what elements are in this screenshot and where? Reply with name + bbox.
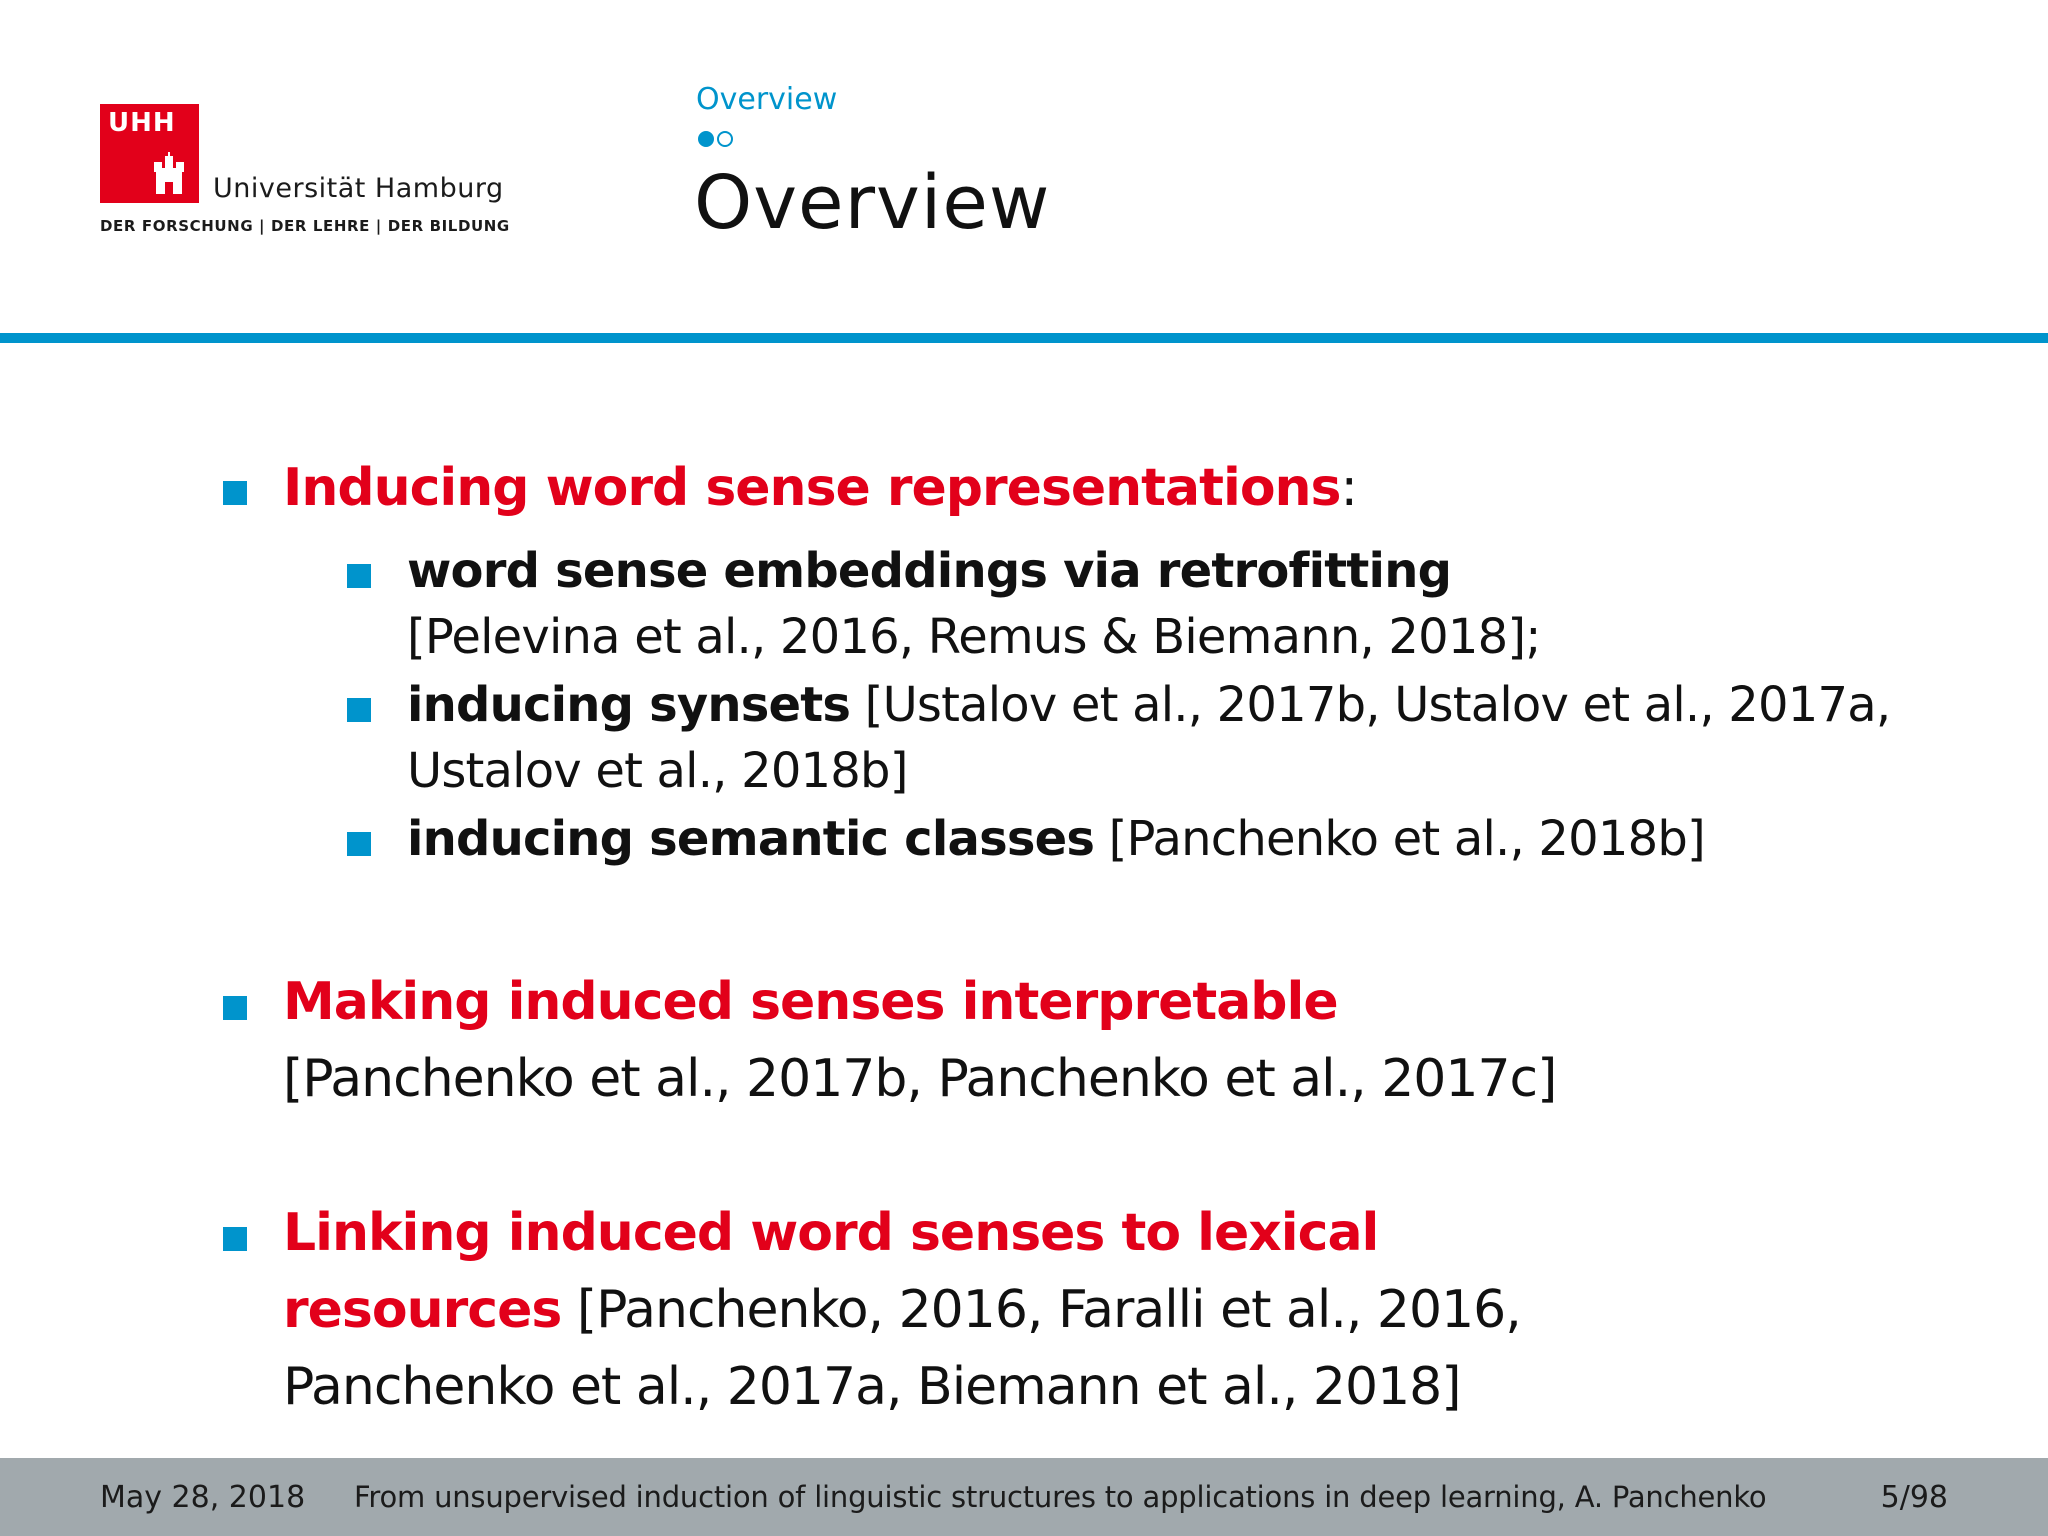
slide-footer	[0, 1458, 2048, 1536]
footer-page-number: 5/98	[1880, 1480, 1948, 1515]
subitem-2-citations: [Ustalov et al., 2017b, Ustalov et al., 2017a,	[850, 677, 1891, 733]
subitem-1-bold: word sense embeddings via retrofitting	[407, 543, 1452, 599]
subitem-2-line2: Ustalov et al., 2018b]	[407, 743, 908, 799]
item-3-line2	[283, 1280, 1521, 1340]
item-1-heading-text: Inducing word sense representations	[283, 458, 1341, 518]
logo-uhh-text: UHH	[108, 108, 176, 138]
logo-mark	[100, 104, 199, 203]
page-title: Overview	[694, 160, 1051, 246]
bullet-square	[223, 481, 247, 505]
item-2-heading	[283, 972, 1338, 1032]
item-3-citations-1: [Panchenko, 2016, Faralli et al., 2016,	[561, 1280, 1521, 1340]
progress-dots	[698, 128, 736, 148]
footer-title: From unsupervised induction of linguistic structures to applications in deep learning, A. Panchenko	[354, 1480, 1767, 1514]
item-3-heading-text-2: resources	[283, 1280, 562, 1340]
item-3-heading-text: Linking induced word senses to lexical	[283, 1203, 1379, 1263]
sub-bullet-square	[347, 832, 371, 856]
sub-bullet-square	[347, 698, 371, 722]
progress-dot	[717, 131, 733, 147]
footer-date: May 28, 2018	[100, 1480, 306, 1515]
logo-tagline: DER FORSCHUNG | DER LEHRE | DER BILDUNG	[100, 217, 510, 235]
section-label: Overview	[696, 82, 838, 117]
item-1-colon: :	[1340, 458, 1358, 518]
subitem-3-citations: [Panchenko et al., 2018b]	[1094, 811, 1705, 867]
castle-icon	[152, 152, 186, 196]
item-2-citations: [Panchenko et al., 2017b, Panchenko et al., 2017c]	[283, 1049, 1557, 1109]
subitem-2-bold: inducing synsets	[407, 677, 851, 733]
subitem-3-line1	[407, 811, 1705, 867]
sub-bullet-square	[347, 564, 371, 588]
item-3-citations-2: Panchenko et al., 2017a, Biemann et al., 2018]	[283, 1357, 1461, 1417]
item-1-heading	[283, 458, 1357, 518]
header-divider	[0, 333, 2048, 343]
subitem-1-line2: [Pelevina et al., 2016, Remus & Biemann, 2018];	[407, 609, 1541, 665]
subitem-1-line1	[407, 543, 1451, 599]
progress-dot-current	[698, 131, 714, 147]
logo-university-name: Universität Hamburg	[213, 173, 504, 204]
item-2-heading-text: Making induced senses interpretable	[283, 972, 1338, 1032]
subitem-2-line1	[407, 677, 1890, 733]
item-3-heading-line1	[283, 1203, 1378, 1263]
university-logo	[100, 104, 520, 244]
subitem-3-bold: inducing semantic classes	[407, 811, 1095, 867]
bullet-square	[223, 996, 247, 1020]
bullet-square	[223, 1227, 247, 1251]
